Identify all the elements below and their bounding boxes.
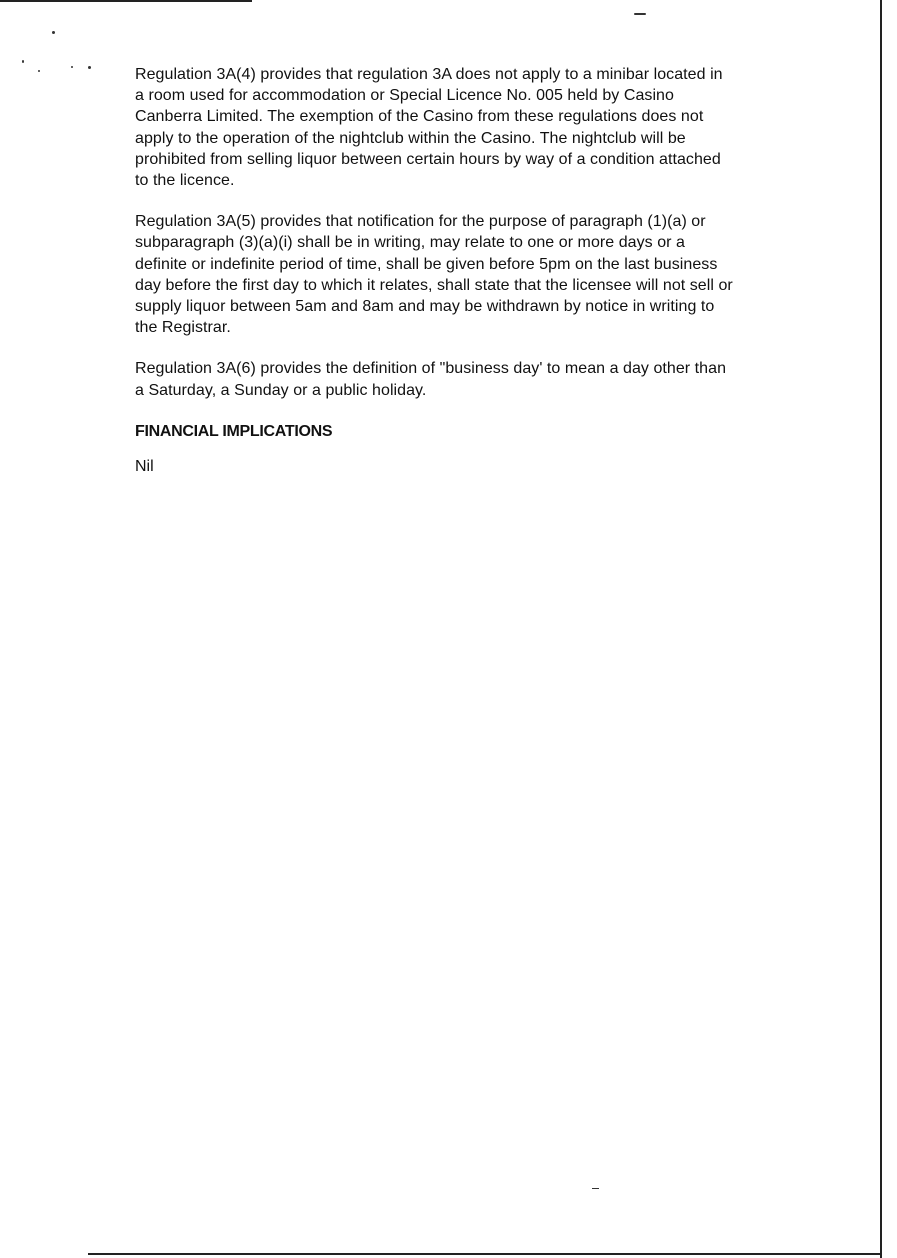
paragraph-regulation-3a5: [135, 211, 825, 338]
scan-speck: [71, 66, 73, 68]
scan-edge-top: [0, 0, 252, 2]
text-line: the Registrar.: [135, 319, 231, 337]
text-line: to the licence.: [135, 172, 235, 190]
scan-edge-right: [880, 0, 882, 1258]
scan-speck: [88, 66, 91, 69]
scan-speck: [634, 13, 646, 15]
financial-implications-value: Nil: [135, 457, 154, 475]
scan-speck: [22, 60, 24, 63]
text-line: Regulation 3A(5) provides that notification for the purpose of paragraph (1)(a) or: [135, 213, 706, 231]
scan-speck: [38, 70, 40, 72]
text-line: Regulation 3A(6) provides the definition of "business day' to mean a day other than: [135, 360, 727, 378]
paragraph-regulation-3a4: [135, 64, 825, 191]
paragraph-regulation-3a6: [135, 358, 825, 400]
text-line: definite or indefinite period of time, shall be given before 5pm on the last business: [135, 255, 718, 273]
text-line: a room used for accommodation or Special Licence No. 005 held by Casino: [135, 87, 674, 105]
text-line: day before the first day to which it relates, shall state that the licensee will not sell or: [135, 276, 733, 294]
text-line: supply liquor between 5am and 8am and may be withdrawn by notice in writing to: [135, 298, 715, 316]
text-line: apply to the operation of the nightclub within the Casino. The nightclub will be: [135, 129, 686, 147]
text-line: Regulation 3A(4) provides that regulation 3A does not apply to a minibar located in: [135, 66, 723, 83]
scan-speck: [592, 1188, 599, 1189]
text-line: Canberra Limited. The exemption of the Casino from these regulations does not: [135, 108, 704, 126]
text-line: subparagraph (3)(a)(i) shall be in writing, may relate to one or more days or a: [135, 234, 685, 252]
text-line: a Saturday, a Sunday or a public holiday.: [135, 381, 427, 399]
document-body: [135, 64, 825, 477]
scan-edge-bottom: [88, 1253, 882, 1255]
scan-speck: [52, 31, 55, 34]
section-heading-financial-implications: FINANCIAL IMPLICATIONS: [135, 422, 333, 440]
text-line: prohibited from selling liquor between certain hours by way of a condition attached: [135, 150, 721, 168]
